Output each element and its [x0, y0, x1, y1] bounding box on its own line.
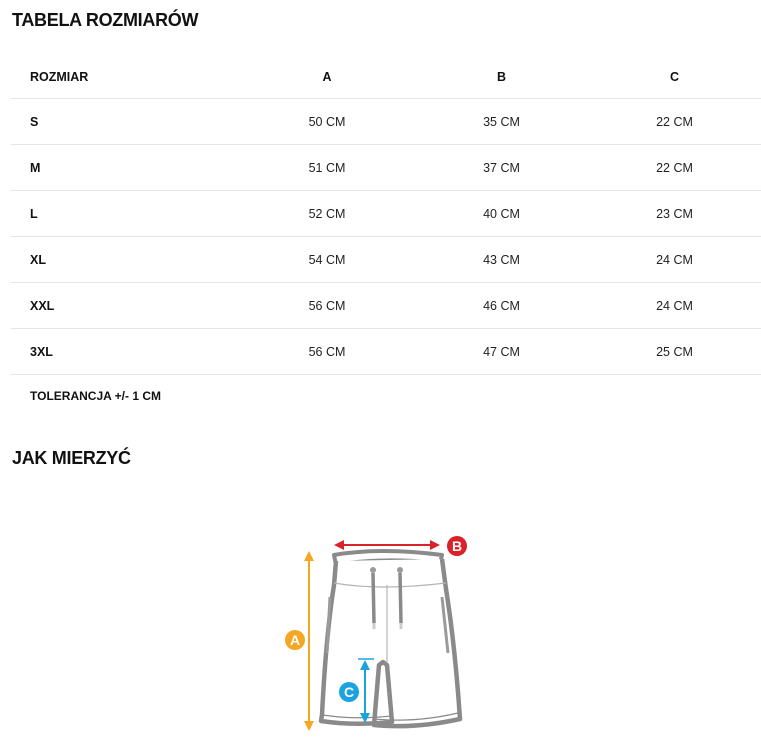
measure-a: 52 CM	[239, 191, 415, 237]
svg-text:C: C	[343, 684, 355, 700]
column-header-a: A	[239, 56, 415, 99]
size-label: S	[11, 99, 239, 145]
size-label: M	[11, 145, 239, 191]
table-row	[11, 191, 761, 237]
size-label: L	[11, 191, 239, 237]
measure-b: 40 CM	[415, 191, 588, 237]
measure-a: 56 CM	[239, 283, 415, 329]
how-to-measure-title: JAK MIERZYĆ	[12, 448, 131, 468]
svg-text:A: A	[289, 632, 301, 648]
measure-c: 22 CM	[588, 145, 761, 191]
shorts-measurement-diagram	[270, 525, 490, 750]
column-header-b: B	[415, 56, 588, 99]
table-row	[11, 283, 761, 329]
table-row	[11, 145, 761, 191]
column-header-size: ROZMIAR	[11, 56, 239, 99]
measure-c: 22 CM	[588, 99, 761, 145]
tolerance-note: TOLERANCJA +/- 1 CM	[30, 389, 162, 403]
measure-b: 47 CM	[415, 329, 588, 375]
measure-b: 43 CM	[415, 237, 588, 283]
measure-b: 37 CM	[415, 145, 588, 191]
measure-a: 50 CM	[239, 99, 415, 145]
measure-c: 25 CM	[588, 329, 761, 375]
size-chart-title: TABELA ROZMIARÓW	[12, 10, 199, 30]
measure-b: 46 CM	[415, 283, 588, 329]
measure-c: 23 CM	[588, 191, 761, 237]
measure-c: 24 CM	[588, 237, 761, 283]
measure-b: 35 CM	[415, 99, 588, 145]
size-label: 3XL	[11, 329, 239, 375]
size-chart-table	[11, 56, 761, 417]
size-label: XXL	[11, 283, 239, 329]
shorts-illustration	[270, 525, 490, 750]
measure-a: 56 CM	[239, 329, 415, 375]
measure-a: 54 CM	[239, 237, 415, 283]
tolerance-row	[11, 375, 761, 418]
table-row	[11, 99, 761, 145]
column-header-c: C	[588, 56, 761, 99]
table-header-row	[11, 56, 761, 99]
measure-a-arrow	[285, 551, 314, 731]
measure-c: 24 CM	[588, 283, 761, 329]
measure-a: 51 CM	[239, 145, 415, 191]
size-label: XL	[11, 237, 239, 283]
svg-text:B: B	[451, 538, 463, 554]
table-row	[11, 237, 761, 283]
table-row	[11, 329, 761, 375]
